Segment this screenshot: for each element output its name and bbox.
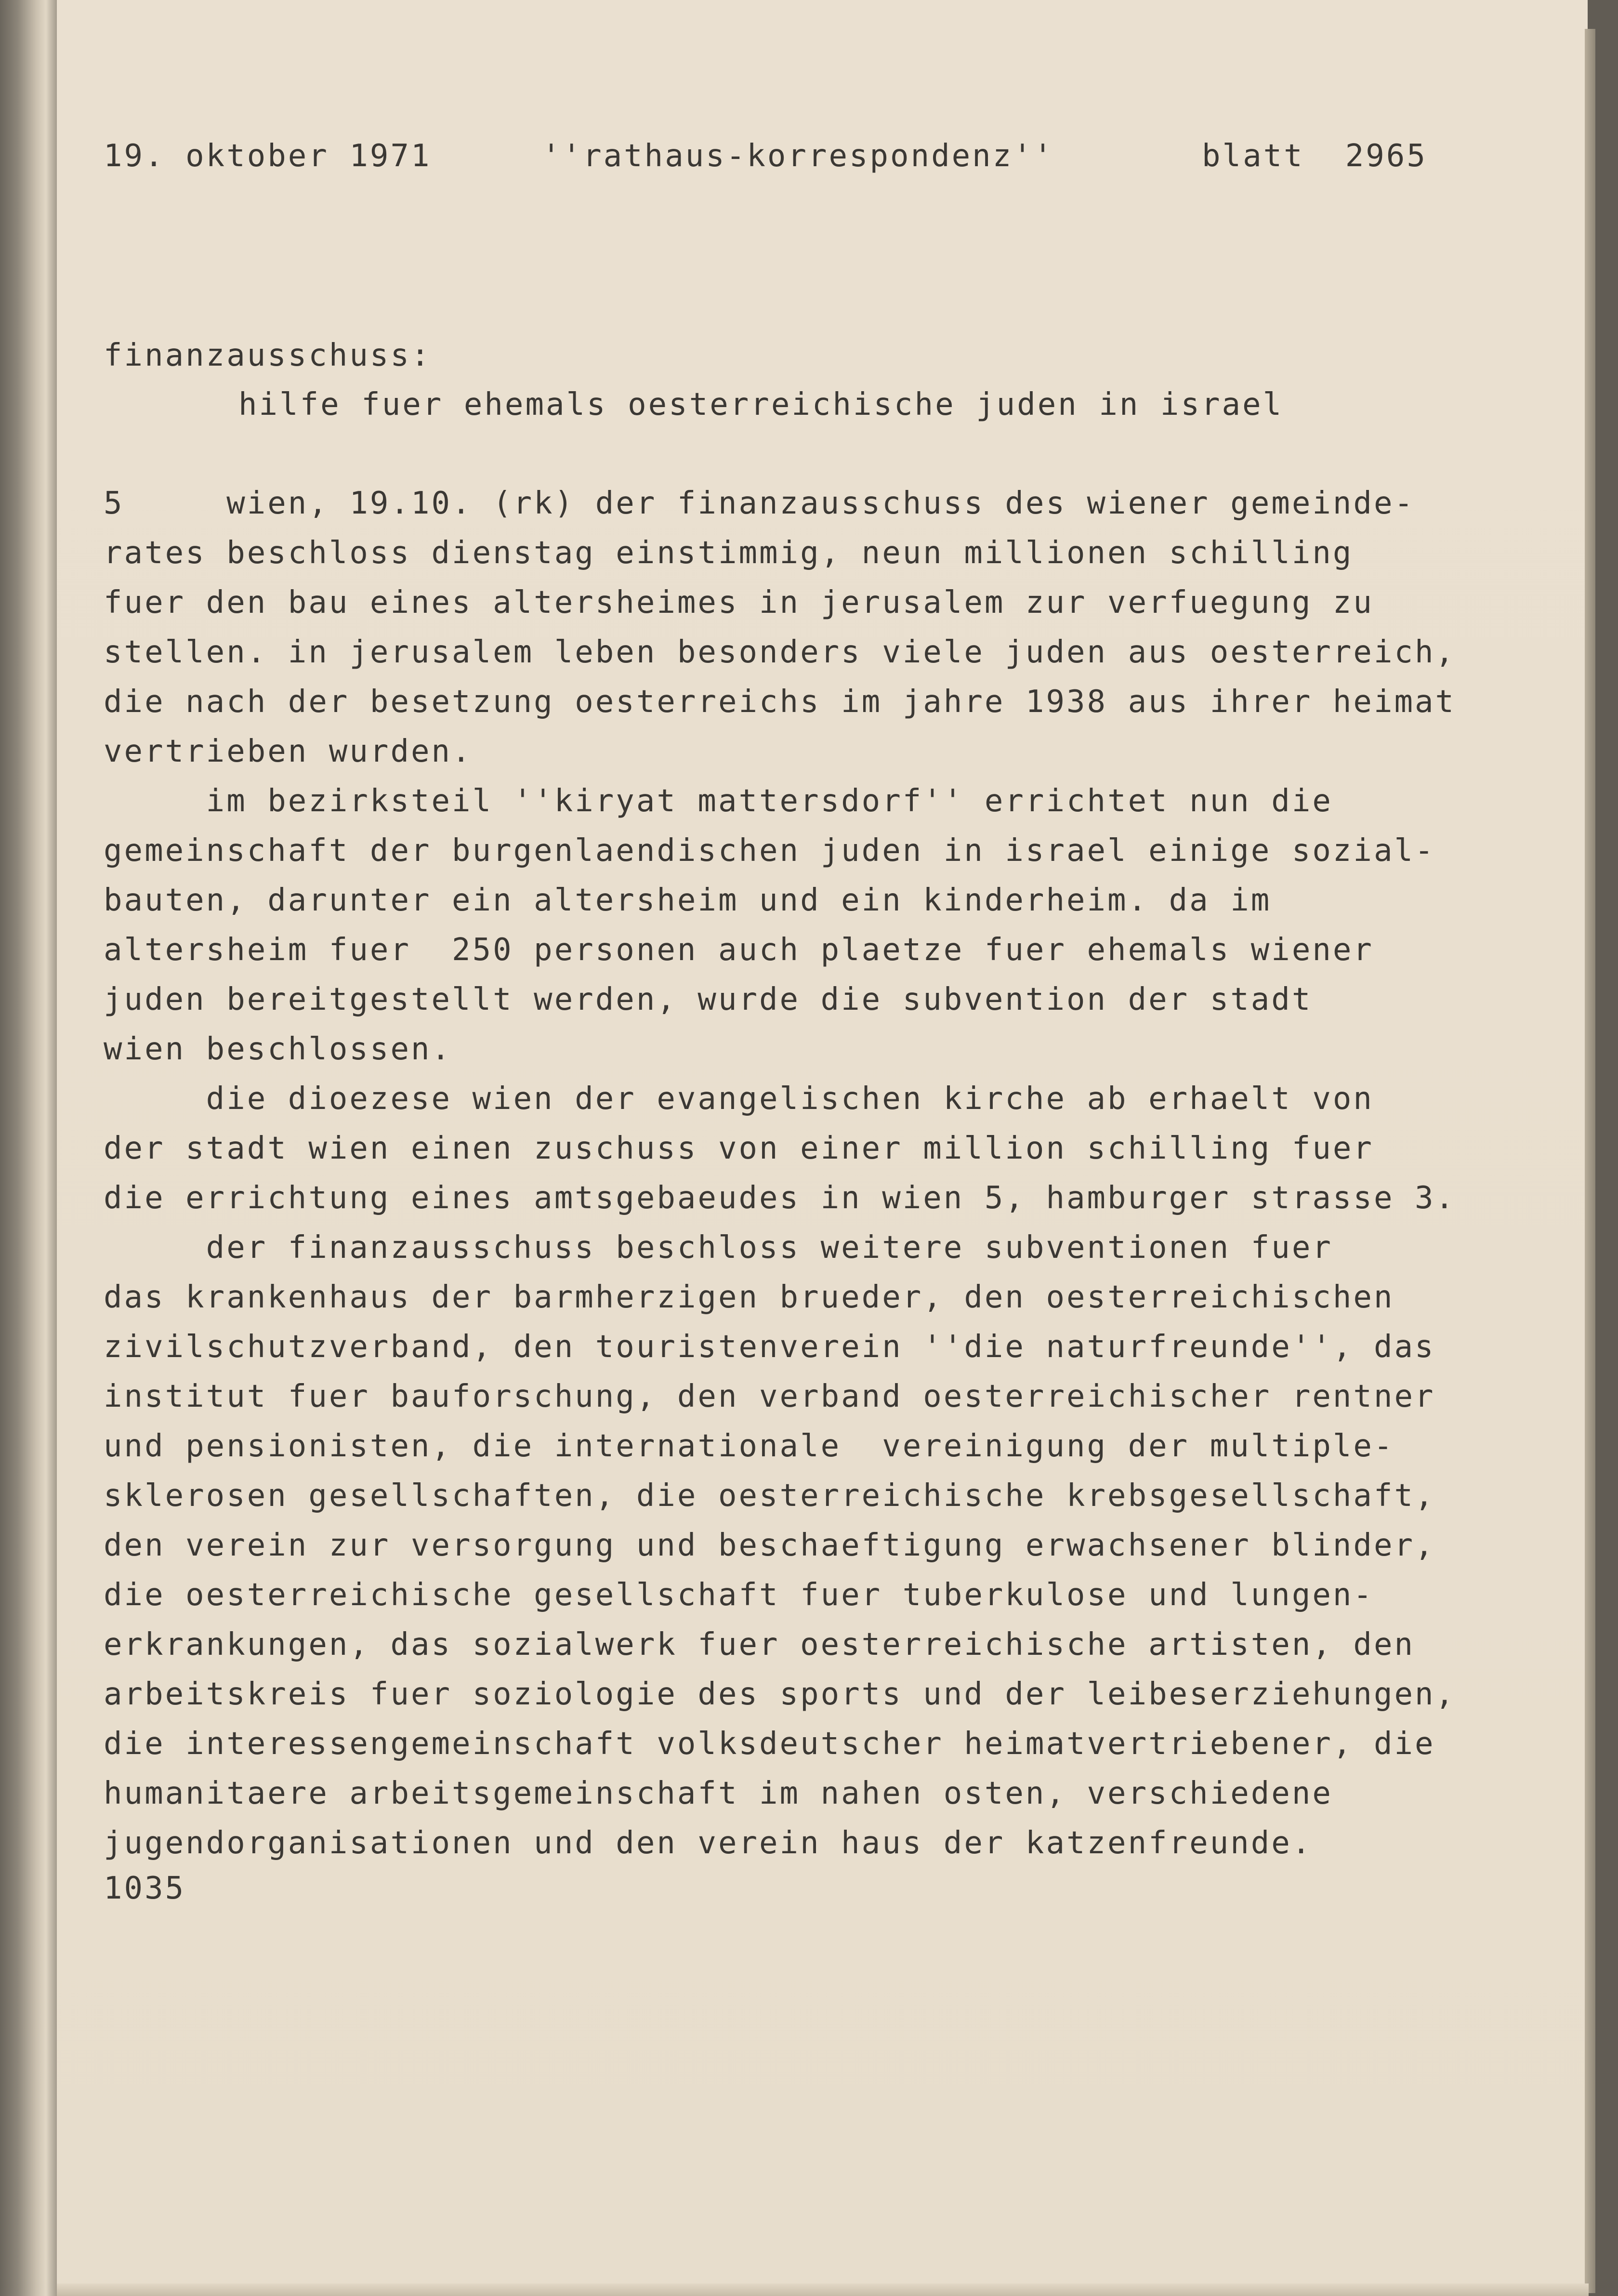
body-line: die interessengemeinschaft volksdeutscher heimatvertriebener, die <box>104 1726 1435 1762</box>
header-date: 19. oktober 1971 <box>104 138 432 174</box>
header-publication: ''rathaus-korrespondenz'' <box>542 138 1054 174</box>
body-line: zivilschutzverband, den touristenverein ''die naturfreunde'', das <box>104 1329 1435 1365</box>
body-line: institut fuer bauforschung, den verband oesterreichischer rentner <box>104 1379 1435 1414</box>
sheet-bottom-edge <box>57 2283 1589 2296</box>
body-line: der stadt wien einen zuschuss von einer million schilling fuer <box>104 1131 1374 1166</box>
sheet-right-edge <box>1585 29 1595 2293</box>
body-line: humanitaere arbeitsgemeinschaft im nahen osten, verschiedene <box>104 1776 1333 1811</box>
body-line: das krankenhaus der barmherzigen brueder, den oesterreichischen <box>104 1280 1394 1315</box>
body-line: die oesterreichische gesellschaft fuer tuberkulose und lungen- <box>104 1577 1374 1613</box>
body-line: fuer den bau eines altersheimes in jerusalem zur verfuegung zu <box>104 585 1374 620</box>
body-line: im bezirksteil ''kiryat mattersdorf'' errichtet nun die <box>104 783 1333 819</box>
header-page-number: blatt 2965 <box>1202 138 1427 174</box>
footer-number: 1035 <box>104 1871 186 1906</box>
body-line: gemeinschaft der burgenlaendischen juden in israel einige sozial- <box>104 833 1435 869</box>
body-line: rates beschloss dienstag einstimmig, neun millionen schilling <box>104 535 1354 571</box>
body-line: die nach der besetzung oesterreichs im jahre 1938 aus ihrer heimat <box>104 684 1456 720</box>
body-line: bauten, darunter ein altersheim und ein kinderheim. da im <box>104 883 1272 918</box>
body-line: die dioezese wien der evangelischen kirche ab erhaelt von <box>104 1081 1374 1117</box>
body-line: juden bereitgestellt werden, wurde die subvention der stadt <box>104 982 1313 1017</box>
body-line: den verein zur versorgung und beschaeftigung erwachsener blinder, <box>104 1528 1435 1563</box>
body-line: jugendorganisationen und den verein haus der katzenfreunde. <box>104 1825 1313 1861</box>
body-line: vertrieben wurden. <box>104 734 473 769</box>
body-line: wien beschlossen. <box>104 1031 452 1067</box>
body-line: stellen. in jerusalem leben besonders viele juden aus oesterreich, <box>104 634 1456 670</box>
body-line: der finanzausschuss beschloss weitere subventionen fuer <box>104 1230 1333 1266</box>
section-title: finanzausschuss: <box>104 338 432 373</box>
body-line: altersheim fuer 250 personen auch plaetze fuer ehemals wiener <box>104 932 1374 968</box>
body-line: erkrankungen, das sozialwerk fuer oesterreichische artisten, den <box>104 1627 1415 1663</box>
headline: hilfe fuer ehemals oesterreichische juden in israel <box>238 387 1284 422</box>
body-line: 5 wien, 19.10. (rk) der finanzausschuss des wiener gemeinde- <box>104 486 1415 521</box>
body-line: arbeitskreis fuer soziologie des sports und der leibeserziehungen, <box>104 1676 1456 1712</box>
body-line: sklerosen gesellschaften, die oesterreichische krebsgesellschaft, <box>104 1478 1435 1514</box>
body-line: und pensionisten, die internationale vereinigung der multiple- <box>104 1428 1394 1464</box>
body-line: die errichtung eines amtsgebaeudes in wien 5, hamburger strasse 3. <box>104 1180 1456 1216</box>
